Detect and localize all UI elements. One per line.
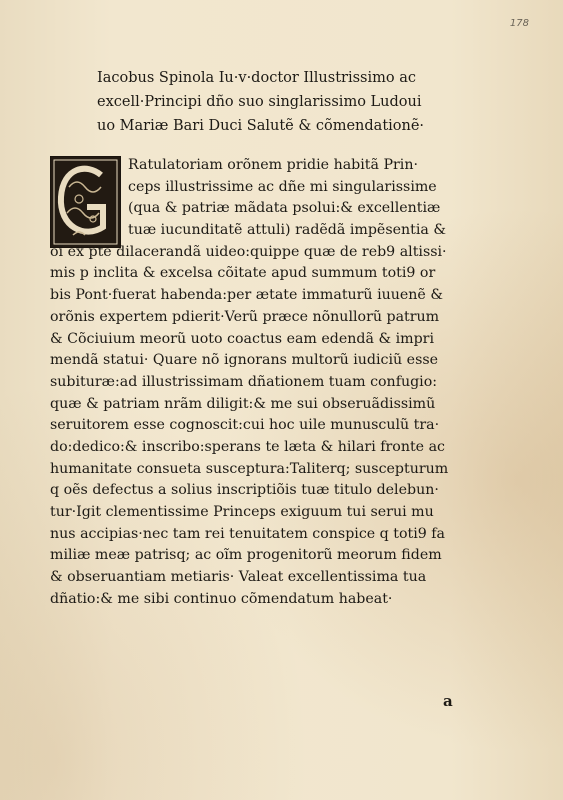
signature-mark: a [443,692,453,710]
text-line: miliæ meæ patrisq; ac oĩm progenitorũ meorum fidem [50,547,442,564]
heading-line: excell·Principi dño suo singlarissimo Ludoui [97,94,422,110]
margin-stain [541,520,557,556]
text-line: dñatio:& me sibi continuo cõmendatum habeat· [50,590,393,607]
text-line: orõnis expertem pdierit·Verũ præce nõnullorũ patrum [50,308,440,325]
text-line: tuæ iucunditatẽ attuli) radẽdã impẽsentia & [128,222,446,239]
text-line: & obseruantiam metiaris· Valeat excellentissima tua [50,569,427,586]
text-line: humanitate consueta susceptura:Taliterq; suscepturum [50,460,449,477]
text-line: subituræ:ad illustrissimam dñationem tuam confugio: [50,373,438,390]
margin-stain [541,585,557,621]
text-line: ceps illustrissime ac dñe mi singularissime [128,178,437,195]
text-line: (qua & patriæ mãdata psolui:& excellentiæ [128,200,441,217]
text-line: seruitorem esse cognoscit:cui hoc uile munusculũ tra· [50,417,440,434]
text-line: q oẽs defectus a solius inscriptiõis tuæ titulo delebun· [50,482,439,499]
dedication-body [50,155,460,610]
text-line: & Cõciuium meorũ uoto coactus eam edendã & impri [50,330,434,347]
text-line: nus accipias·nec tam rei tenuitatem conspice q toti9 fa [50,525,445,542]
text-line: bis Pont·fuerat habenda:per ætate immaturũ iuuenẽ & [50,287,443,304]
text-line: mis p inclita & excelsa cõitate apud summum toti9 or [50,265,436,282]
text-line: tur·Igit clementissime Princeps exiguum tui serui mu [50,504,434,520]
text-line: Ratulatoriam orõnem pridie habitã Prin· [128,157,418,173]
folio-number: 178 [509,18,529,29]
text-line: mendã statui· Quare nõ ignorans multorũ iudiciũ esse [50,352,439,369]
heading-line: Iacobus Spinola Iu·v·doctor Illustrissimo ac [97,70,416,86]
heading-line: uo Mariæ Bari Duci Salutẽ & cõmendationẽ· [97,118,425,134]
text-line: do:dedico:& inscribo:sperans te læta & hilari fronte ac [50,438,445,455]
heading-dedication [97,66,487,138]
text-line: quæ & patriam nrãm diligit:& me sui obseruãdissimũ [50,395,436,412]
text-line: oĩ ex pte dilacerandã uideo:quippe quæ de reb9 altissi· [50,243,447,260]
